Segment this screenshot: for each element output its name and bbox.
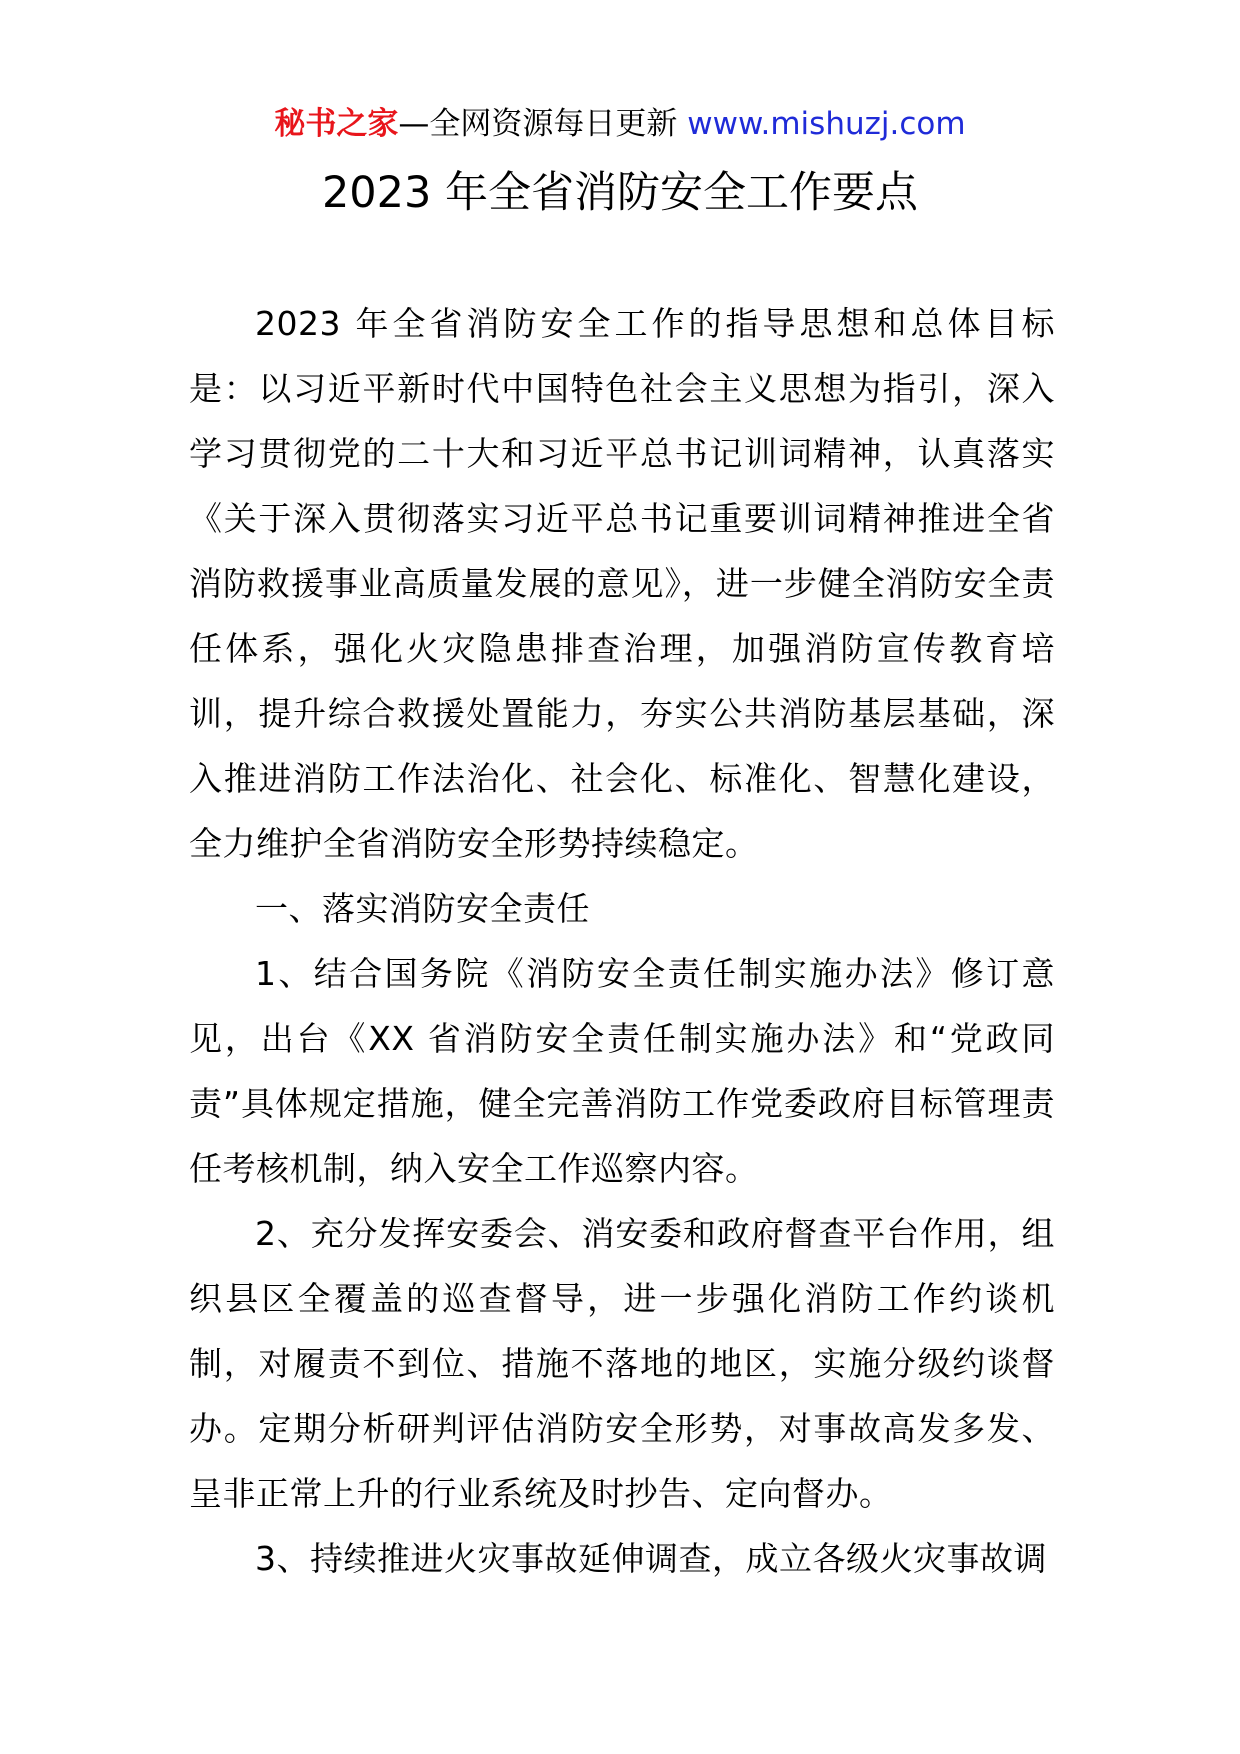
paragraph-intro: 2023 年全省消防安全工作的指导思想和总体目标是：以习近平新时代中国特色社会主义思想为指引，深入学习贯彻党的二十大和习近平总书记训词精神，认真落实《关于深入贯彻落实习近平总书记重要训词精神推进全省消防救援事业高质量发展的意见》，进一步健全消防安全责任体系，强化火灾隐患排查治理，加强消防宣传教育培训，提升综合救援处置能力，夯实公共消防基层基础，深入推进消防工作法治化、社会化、标准化、智慧化建设，全力维护全省消防安全形势持续稳定。 [189,304,1055,863]
site-banner [0,102,1240,146]
site-tagline: —全网资源每日更新 [398,106,678,142]
paragraph-item-2: 2、充分发挥安委会、消安委和政府督查平台作用，组织县区全覆盖的巡查督导，进一步强化消防工作约谈机制，对履责不到位、措施不落地的地区，实施分级约谈督办。定期分析研判评估消防安全形势，对事故高发多发、呈非正常上升的行业系统及时抄告、定向督办。 [189,1214,1055,1513]
section-heading-1: 一、落实消防安全责任 [255,889,590,928]
paragraph-item-1: 1、结合国务院《消防安全责任制实施办法》修订意见，出台《XX 省消防安全责任制实施办法》和“党政同责”具体规定措施，健全完善消防工作党委政府目标管理责任考核机制，纳入安全工作巡察内容。 [189,954,1055,1188]
document-body [189,291,1055,1591]
document-title: 2023 年全省消防安全工作要点 [321,168,919,218]
site-url[interactable]: www.mishuzj.com [687,106,966,142]
paragraph-item-3: 3、持续推进火灾事故延伸调查，成立各级火灾事故调 [255,1539,1047,1578]
site-brand: 秘书之家 [274,106,399,142]
